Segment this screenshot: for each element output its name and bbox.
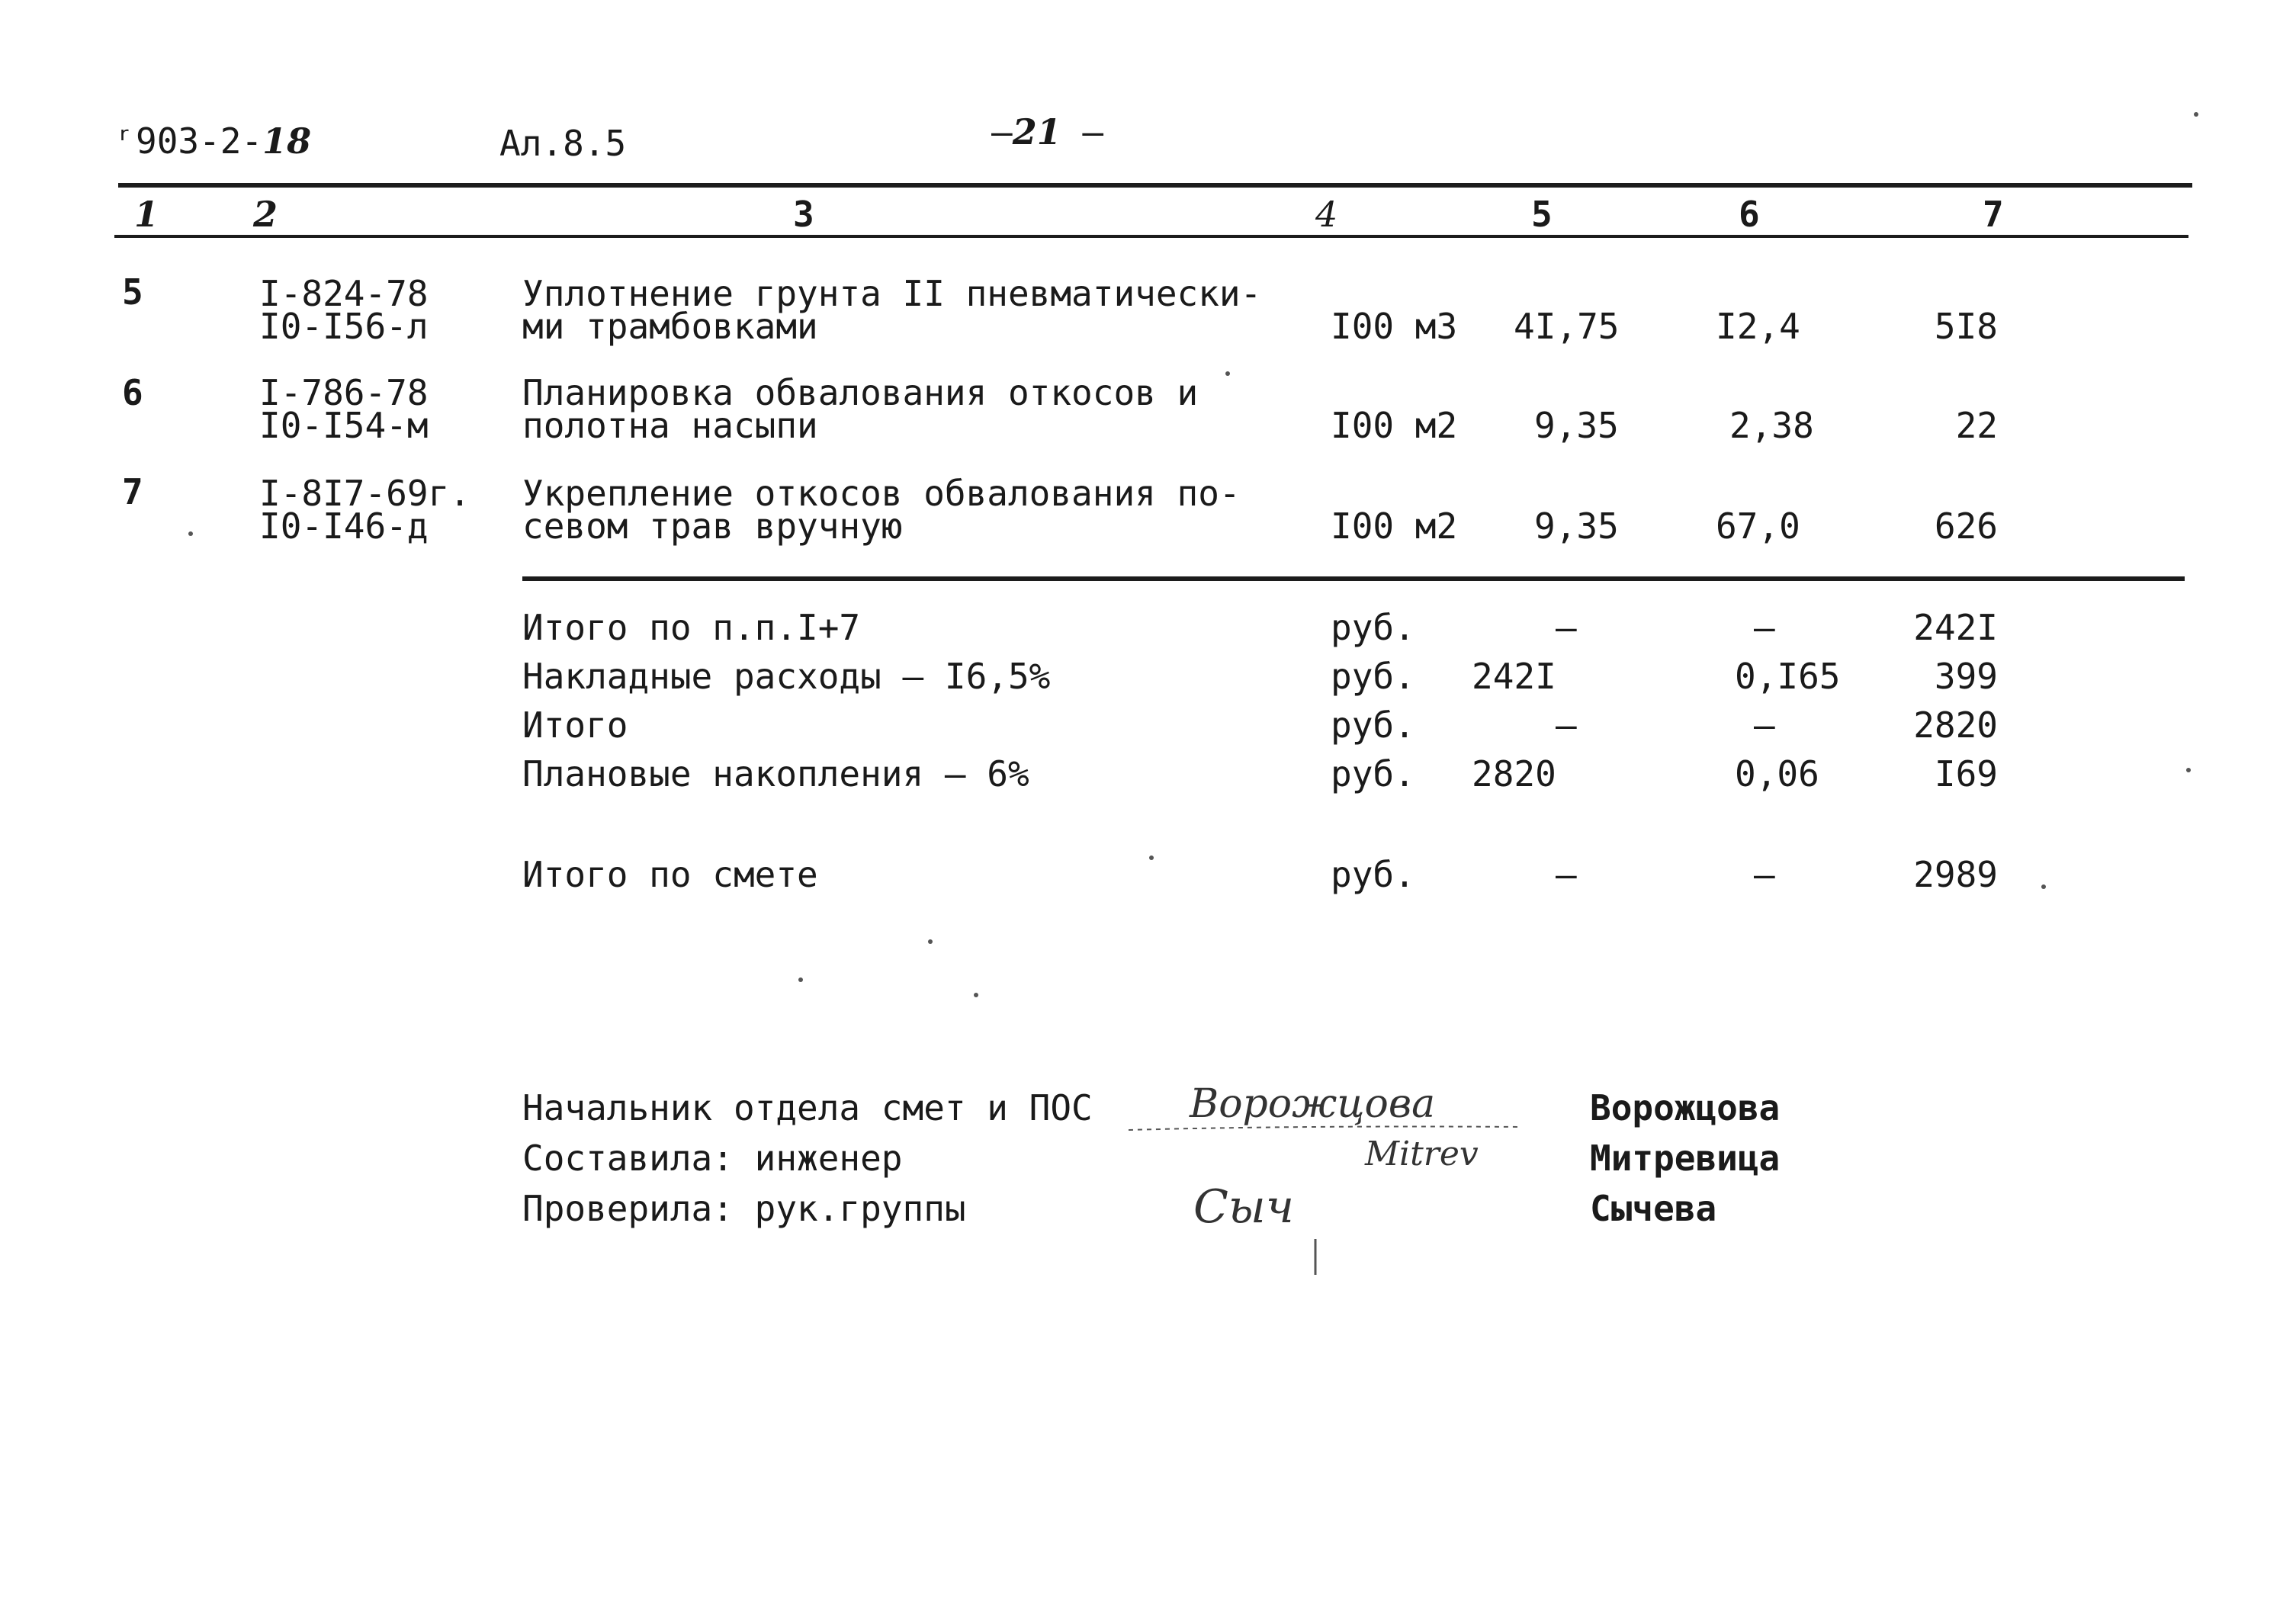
row-total: 626 xyxy=(1934,506,1998,547)
summary-base: – xyxy=(1556,607,1577,648)
signer-name: Сычева xyxy=(1590,1188,1717,1229)
row-num: 5 xyxy=(122,271,143,313)
column-header-2: 2 xyxy=(253,194,278,235)
summary-label: Плановые накопления – 6% xyxy=(522,753,1029,794)
summary-label: Накладные расходы – I6,5% xyxy=(522,656,1051,697)
summary-unit: руб. xyxy=(1331,705,1415,746)
summary-total: 242I xyxy=(1913,607,1998,648)
row-num: 7 xyxy=(122,471,143,512)
row-price: 67,0 xyxy=(1716,506,1800,547)
summary-base: – xyxy=(1556,705,1577,746)
row-num: 6 xyxy=(122,372,143,413)
row-desc: ми трамбовками xyxy=(522,306,818,347)
doc-code-handwritten: 18 xyxy=(262,120,312,162)
summary-rate: – xyxy=(1754,607,1775,648)
row-code: I0-I46-д xyxy=(259,506,429,547)
grand-total-base: – xyxy=(1556,854,1577,895)
page-dash-right: – xyxy=(1082,111,1104,152)
row-code: I-824-78 xyxy=(259,273,429,314)
album-label: Ал.8.5 xyxy=(499,123,627,164)
grand-total-unit: руб. xyxy=(1331,854,1415,895)
row-desc: Планировка обвалования откосов и xyxy=(522,372,1199,413)
handwritten-signature: Mitrev xyxy=(1365,1135,1479,1173)
grand-total-value: 2989 xyxy=(1913,854,1998,895)
row-total: 22 xyxy=(1955,405,1998,446)
summary-unit: руб. xyxy=(1331,656,1415,697)
summary-total: 399 xyxy=(1934,656,1998,697)
summary-rate: – xyxy=(1754,705,1775,746)
handwritten-signature: Ворожцова xyxy=(1190,1081,1436,1127)
row-desc: полотна насыпи xyxy=(522,405,818,446)
row-code: I0-I56-л xyxy=(259,306,429,347)
signature-role: Начальник отдела смет и ПОС xyxy=(522,1087,1093,1128)
row-qty: 9,35 xyxy=(1534,405,1619,446)
row-price: I2,4 xyxy=(1716,306,1800,347)
row-qty: 4I,75 xyxy=(1514,306,1620,347)
row-code: I0-I54-м xyxy=(259,405,429,446)
summary-unit: руб. xyxy=(1331,753,1415,794)
page-dash-left: – xyxy=(991,111,1013,152)
grand-total-label: Итого по смете xyxy=(522,854,818,895)
row-unit: I00 м3 xyxy=(1331,306,1458,347)
summary-total: 2820 xyxy=(1913,705,1998,746)
signer-name: Ворожцова xyxy=(1590,1087,1781,1128)
row-price: 2,38 xyxy=(1729,405,1814,446)
row-code: I-786-78 xyxy=(259,372,429,413)
corner-mark: ʳ xyxy=(114,119,136,160)
row-desc: Укрепление откосов обвалования по- xyxy=(522,473,1241,514)
row-qty: 9,35 xyxy=(1534,506,1619,547)
column-header-7: 7 xyxy=(1983,194,2004,235)
row-unit: I00 м2 xyxy=(1331,506,1458,547)
summary-rate: 0,06 xyxy=(1735,753,1819,794)
row-total: 5I8 xyxy=(1934,306,1998,347)
row-code: I-8I7-69г. xyxy=(259,473,470,514)
handwritten-signature: Сыч xyxy=(1193,1180,1295,1234)
column-header-5: 5 xyxy=(1531,194,1553,235)
column-header-3: 3 xyxy=(793,194,814,235)
signature-role: Проверила: рук.группы xyxy=(522,1188,966,1229)
page-number-value: 21 xyxy=(1012,111,1061,152)
grand-total-rate: – xyxy=(1754,854,1775,895)
summary-label: Итого по п.п.I+7 xyxy=(522,607,861,648)
summary-base: 2820 xyxy=(1472,753,1556,794)
summary-base: 242I xyxy=(1472,656,1556,697)
signature-role: Составила: инженер xyxy=(522,1138,903,1179)
column-header-6: 6 xyxy=(1739,194,1760,235)
signer-name: Митревица xyxy=(1590,1138,1781,1179)
row-desc: Уплотнение грунта II пневматически- xyxy=(522,273,1262,314)
doc-code-printed: 903-2- xyxy=(136,120,263,162)
summary-total: I69 xyxy=(1934,753,1998,794)
column-header-1: 1 xyxy=(134,194,159,235)
summary-rate: 0,I65 xyxy=(1735,656,1841,697)
row-desc: севом трав вручную xyxy=(522,506,903,547)
row-unit: I00 м2 xyxy=(1331,405,1458,446)
summary-unit: руб. xyxy=(1331,607,1415,648)
column-header-4: 4 xyxy=(1315,194,1338,235)
summary-label: Итого xyxy=(522,705,628,746)
